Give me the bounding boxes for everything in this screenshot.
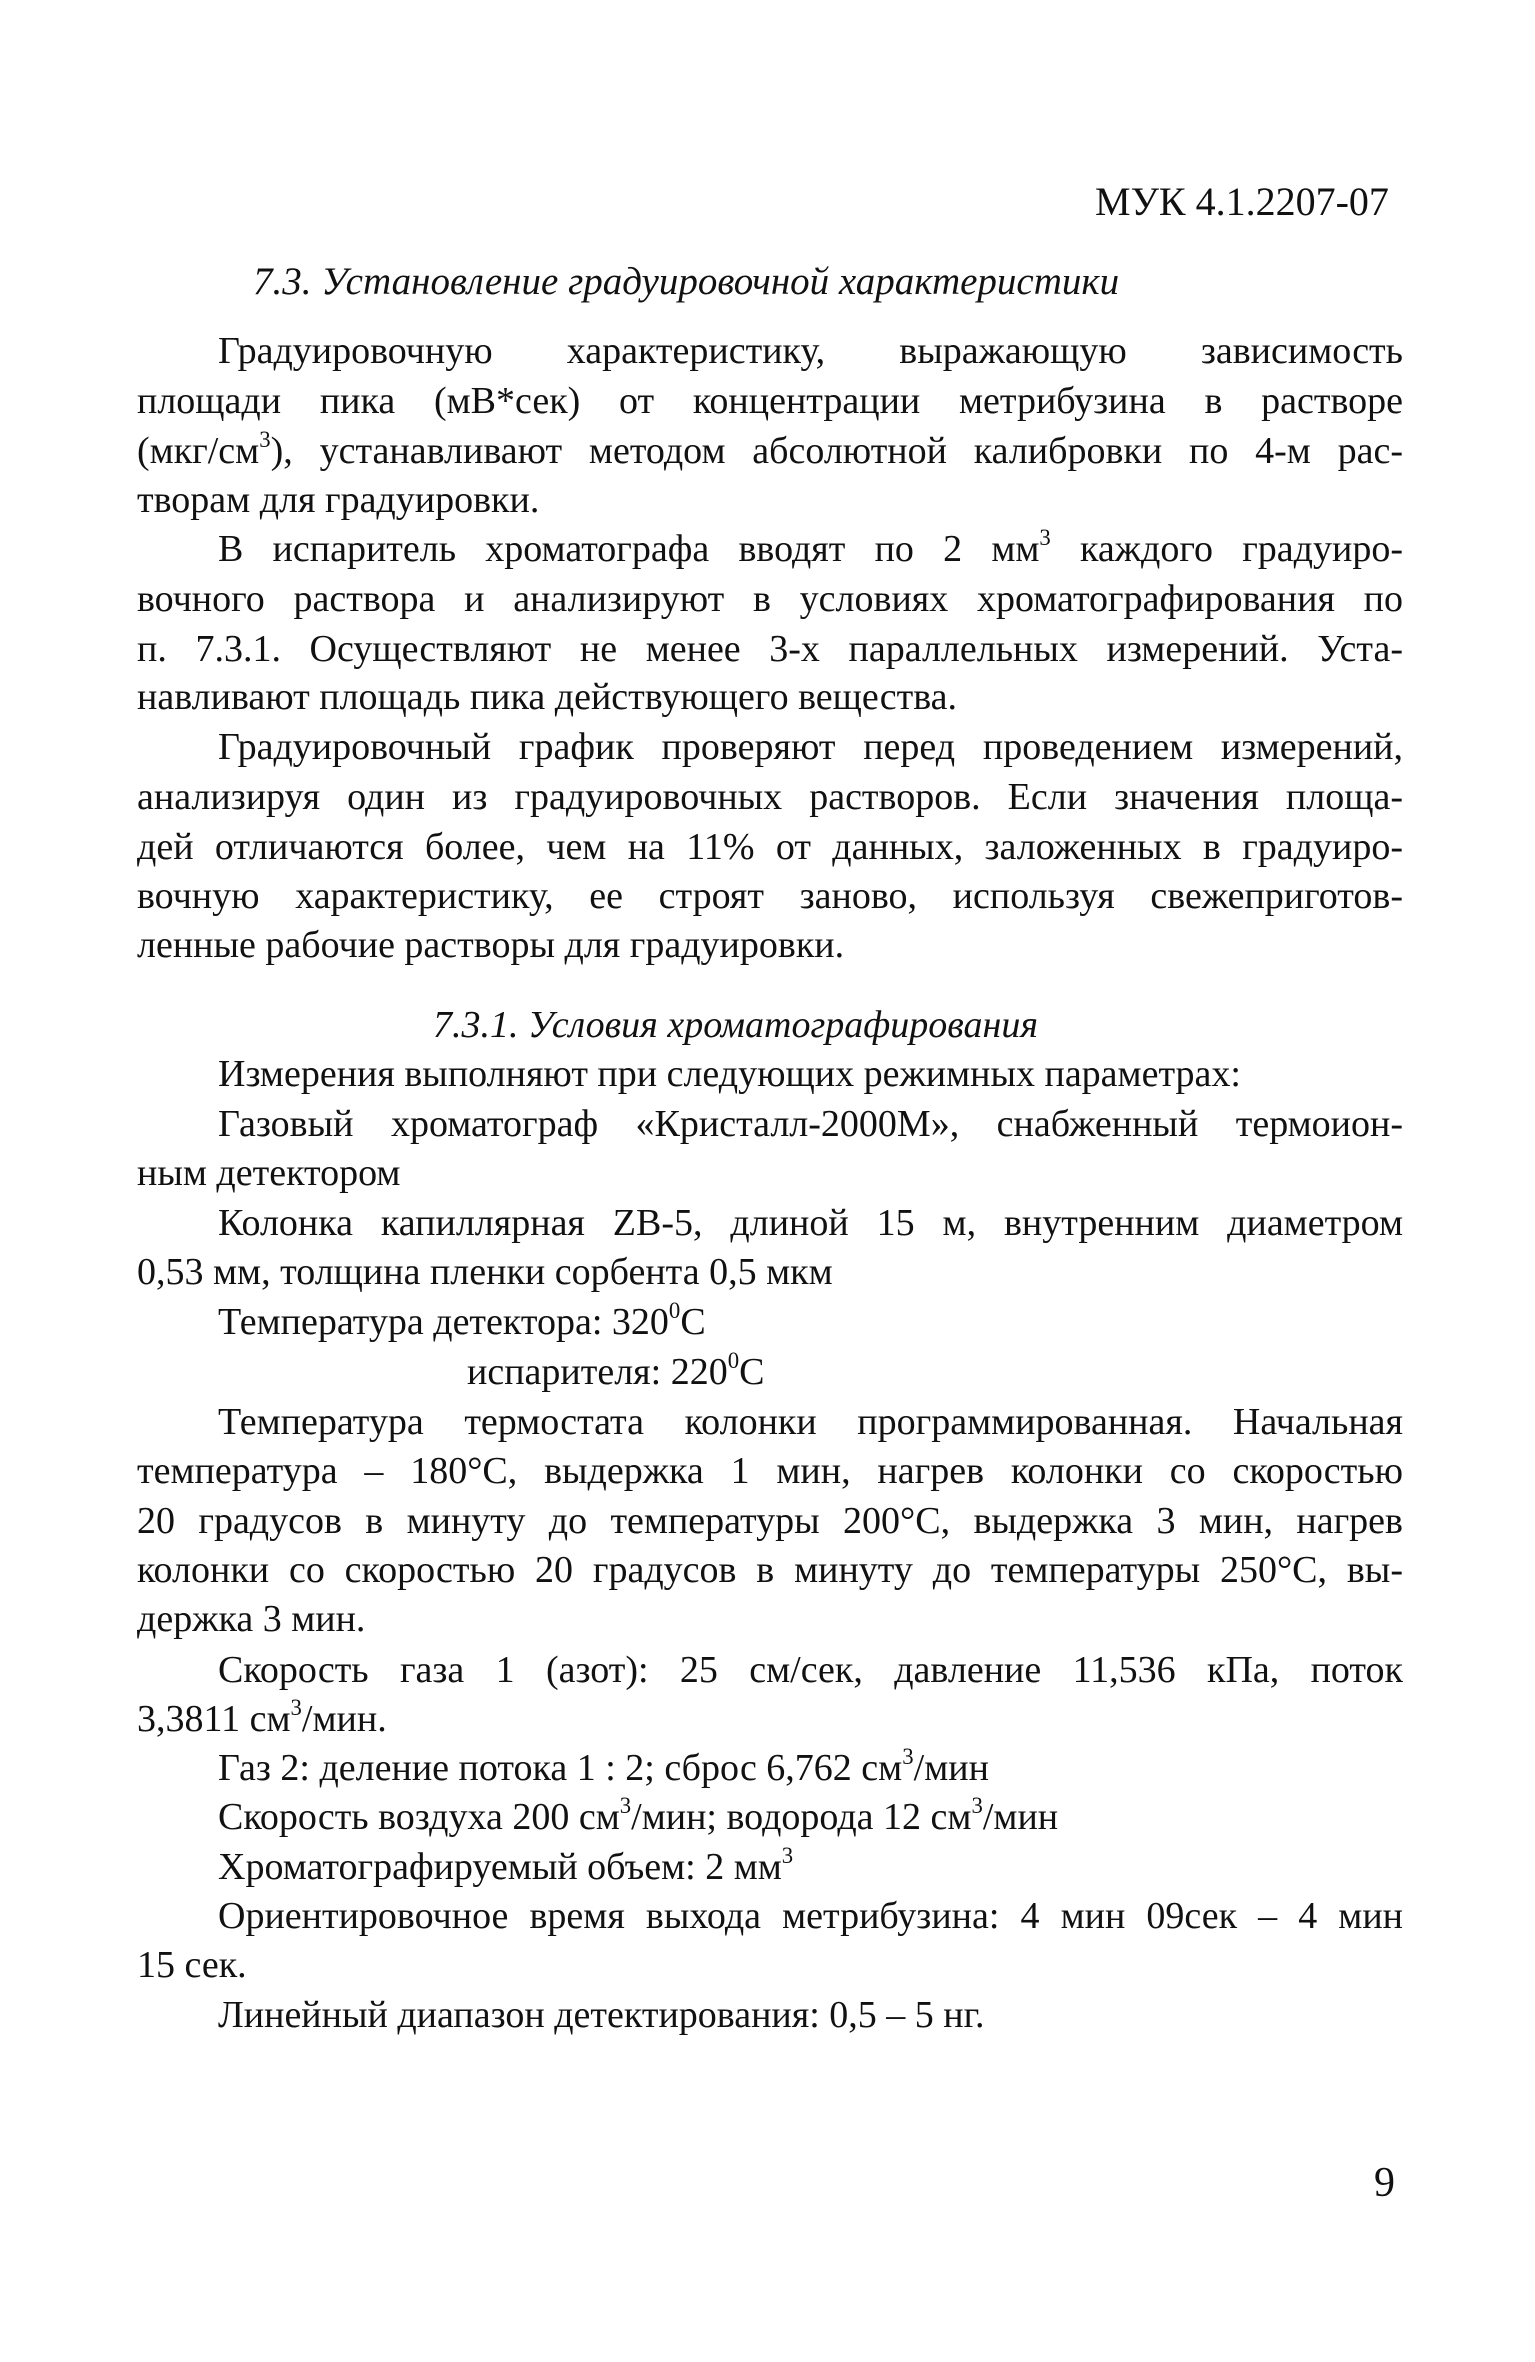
air-hydrogen-line: Скорость воздуха 200 $см^3$/мин; водорода 12 $см^3$/мин xyxy=(218,1793,1059,1838)
thermostat-line: Температура термостата колонки программированная. Начальная xyxy=(218,1401,1403,1443)
paragraph-line: навливают площадь пика действующего вещества. xyxy=(137,676,958,718)
detector-temperature: Температура детектора: $320^0С$ xyxy=(218,1298,706,1343)
injected-volume-line: Хроматографируемый объем: 2 $мм^3$ xyxy=(218,1843,794,1888)
gas1-line: Скорость газа 1 (азот): 25 см/сек, давление 11,536 кПа, поток xyxy=(218,1649,1403,1691)
paragraph-line: дей отличаются более, чем на 11% от данных, заложенных в градуиро- xyxy=(137,826,1403,868)
page-number: 9 xyxy=(1374,2160,1395,2206)
paragraph-line: вочного раствора и анализируют в условиях хроматографирования по xyxy=(137,578,1403,620)
paragraph-line: п. 7.3.1. Осуществляют не менее 3-х параллельных измерений. Уста- xyxy=(137,628,1403,670)
paragraph-line: Градуировочный график проверяют перед проведением измерений, xyxy=(218,726,1403,768)
chromatograph-line: ным детектором xyxy=(137,1152,401,1194)
paragraph-line: площади пика (мВ*сек) от концентрации метрибузина в растворе xyxy=(137,380,1403,422)
section-title: 7.3. Установление градуировочной характеристики xyxy=(253,260,1120,303)
paragraph-line: В испаритель хроматографа вводят по 2 $мм^3$ каждого градуиро- xyxy=(218,525,1403,570)
gas2-line: Газ 2: деление потока 1 : 2; сброс 6,762 $см^3$/мин xyxy=(218,1744,989,1789)
column-line: 0,53 мм, толщина пленки сорбента 0,5 мкм xyxy=(137,1251,833,1293)
evaporator-temperature: испарителя: $220^0С$ xyxy=(467,1348,765,1393)
paragraph-line: Градуировочную характеристику, выражающую зависимость xyxy=(218,330,1403,372)
column-line: Колонка капиллярная ZB-5, длиной 15 м, внутренним диаметром xyxy=(218,1202,1403,1244)
paragraph-line: творам для градуировки. xyxy=(137,479,540,521)
document-code: МУК 4.1.2207-07 xyxy=(1095,179,1389,224)
subsection-title: 7.3.1. Условия хроматографирования xyxy=(433,1004,1039,1046)
retention-time-line: Ориентировочное время выхода метрибузина: 4 мин 09сек – 4 мин xyxy=(218,1895,1403,1937)
paragraph-line: ленные рабочие растворы для градуировки. xyxy=(137,924,845,966)
thermostat-line: 20 градусов в минуту до температуры 200°С, выдержка 3 мин, нагрев xyxy=(137,1500,1403,1542)
thermostat-line: колонки со скоростью 20 градусов в минуту до температуры 250°С, вы- xyxy=(137,1549,1403,1591)
paragraph-line: вочную характеристику, ее строят заново, используя свежеприготов- xyxy=(137,875,1403,917)
linear-range-line: Линейный диапазон детектирования: 0,5 – 5 нг. xyxy=(218,1994,985,2036)
conditions-intro: Измерения выполняют при следующих режимных параметрах: xyxy=(218,1053,1241,1095)
thermostat-line: температура – 180°С, выдержка 1 мин, нагрев колонки со скоростью xyxy=(137,1450,1403,1492)
paragraph-line: анализируя один из градуировочных растворов. Если значения площа- xyxy=(137,776,1403,818)
gas1-line: 3,3811 $см^3$/мин. xyxy=(137,1695,387,1740)
paragraph-line: $(мкг/см^3)$, устанавливают методом абсолютной калибровки по 4-м рас- xyxy=(137,427,1403,472)
thermostat-line: держка 3 мин. xyxy=(137,1598,366,1640)
chromatograph-line: Газовый хроматограф «Кристалл-2000М», снабженный термоион- xyxy=(218,1103,1403,1145)
retention-time-line: 15 сек. xyxy=(137,1944,247,1986)
